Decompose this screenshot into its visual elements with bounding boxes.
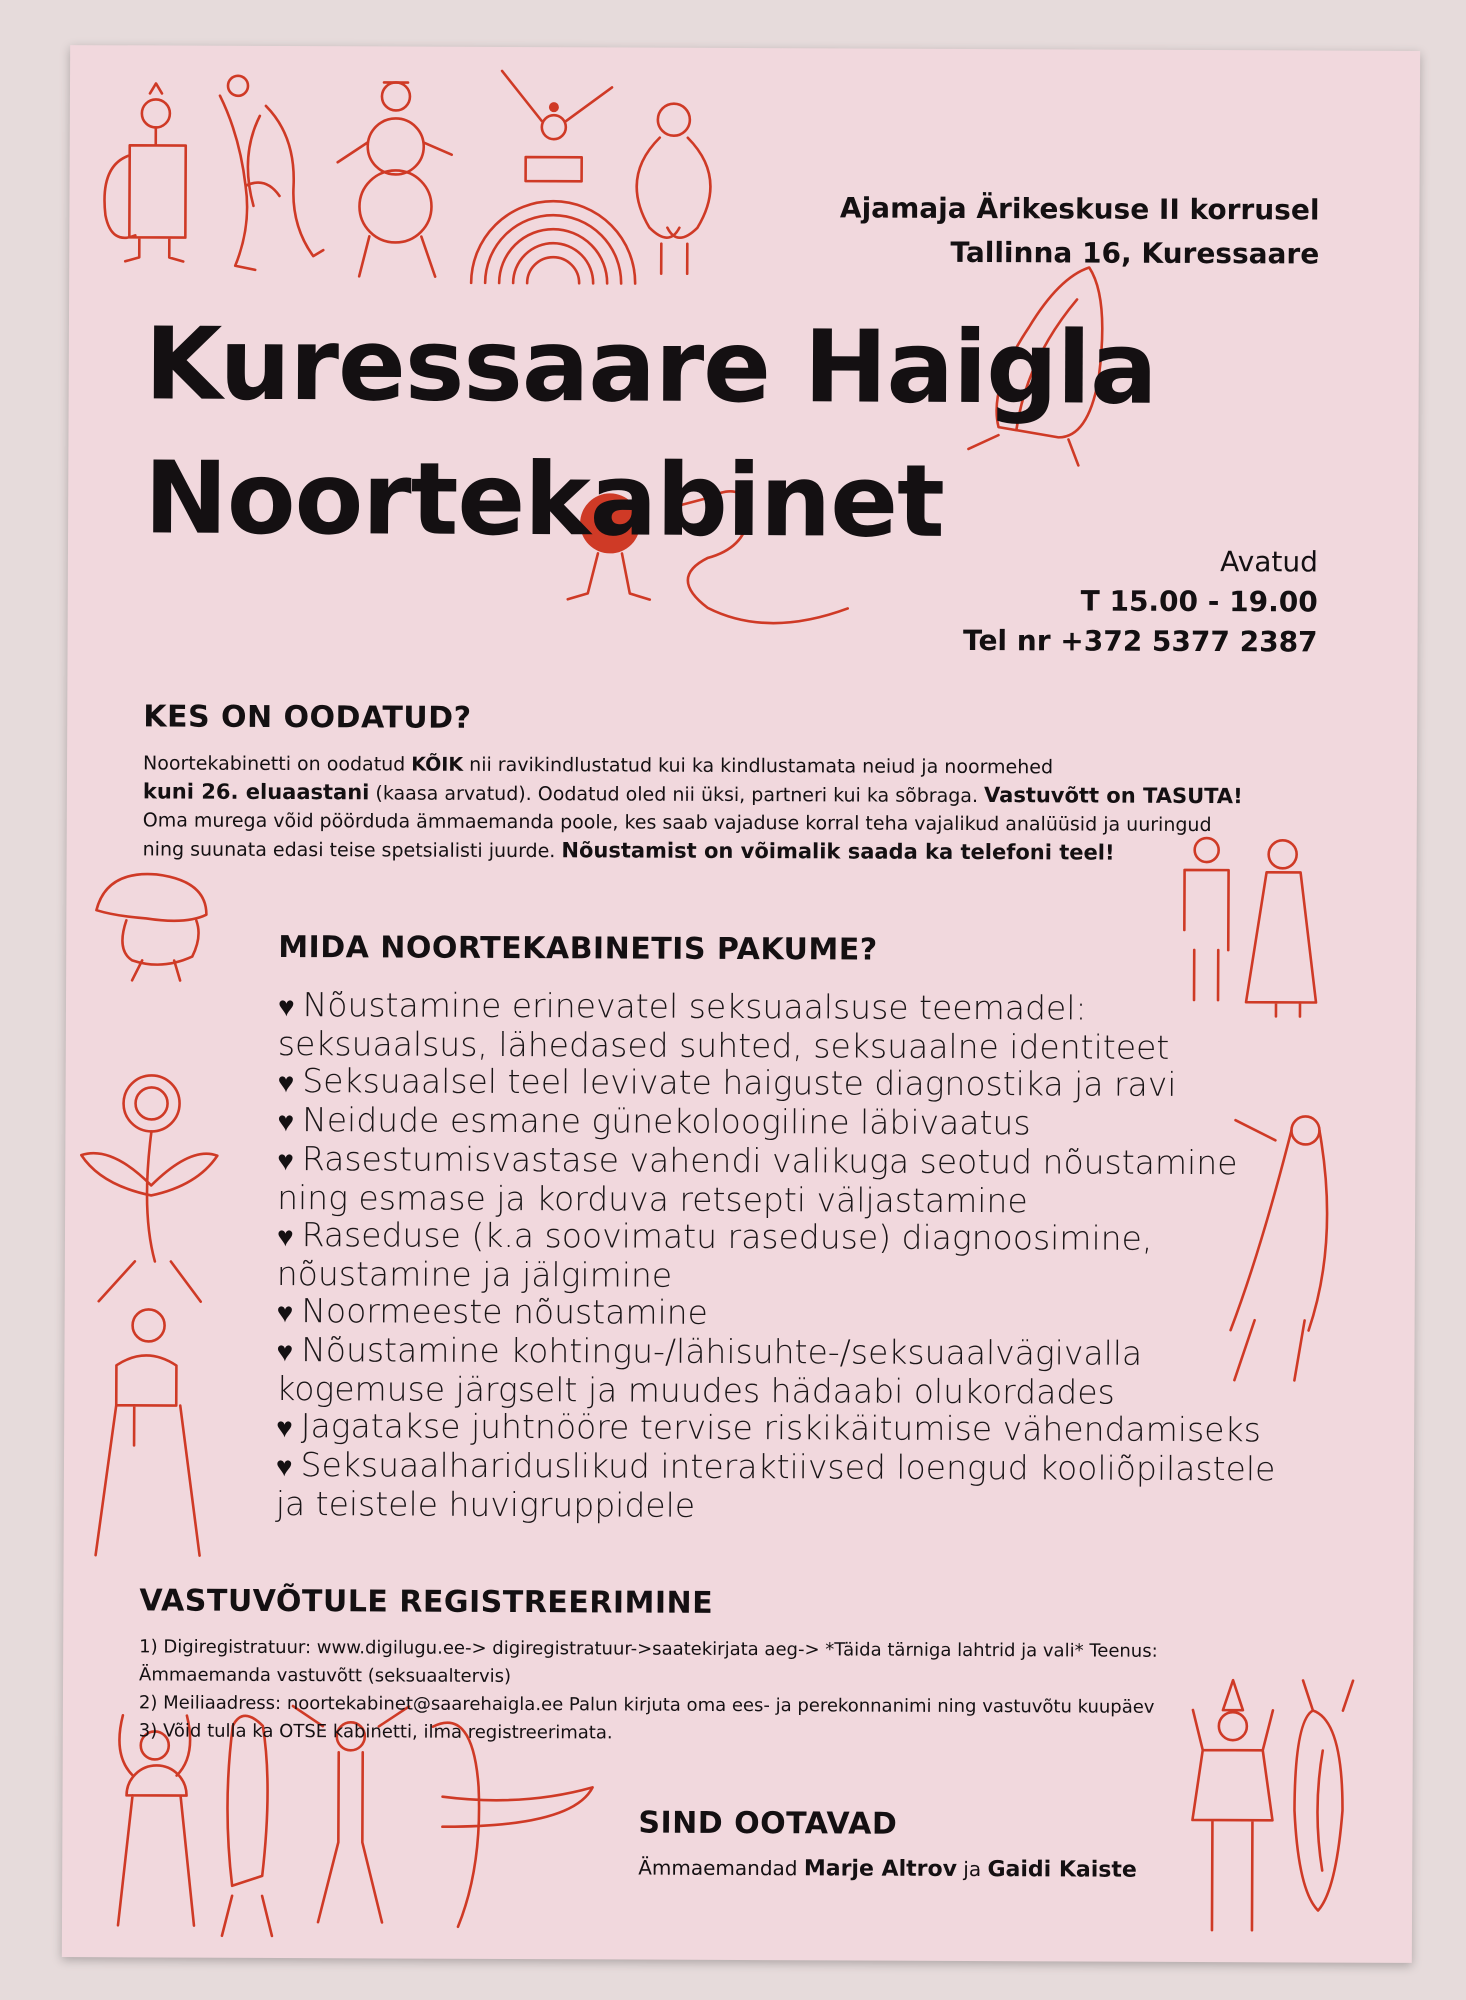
illustration-flower-figure bbox=[74, 1055, 226, 1576]
heart-icon: ♥ bbox=[276, 1295, 294, 1330]
staff-heading: SIND OOTAVAD bbox=[638, 1805, 898, 1842]
list-item bbox=[276, 1370, 1376, 1412]
heart-icon: ♥ bbox=[275, 1449, 293, 1484]
illustration-mushroom bbox=[86, 860, 217, 991]
list-item-text: Jagatakse juhtnööre tervise riskikäitumise vähendamiseks bbox=[300, 1406, 1261, 1450]
list-item-text: nõustamine ja jälgimine bbox=[276, 1253, 673, 1295]
welcome-text bbox=[143, 749, 1333, 868]
list-item bbox=[277, 1255, 1377, 1297]
registration-step-1: 1) Digiregistratuur: www.digilugu.ee-> digiregistratuur->saatekirjata aeg-> *Täida tärniga lahtrid ja vali* Teenus: bbox=[139, 1636, 1158, 1662]
hours-label: Avatud bbox=[1220, 545, 1319, 579]
list-item bbox=[277, 1292, 1377, 1336]
list-item-text: Neidude esmane günekoloogiline läbivaatus bbox=[302, 1100, 1031, 1143]
list-item-text: Seksuaalhariduslikud interaktiivsed loengud kooliõpilastele bbox=[300, 1445, 1276, 1489]
address-line-1: Ajamaja Ärikeskuse II korrusel bbox=[839, 191, 1320, 227]
list-item bbox=[277, 1140, 1377, 1184]
list-item bbox=[276, 1407, 1376, 1451]
heart-icon: ♥ bbox=[276, 1219, 294, 1254]
opening-hours bbox=[963, 541, 1318, 663]
list-item-text: Noormeeste nõustamine bbox=[301, 1291, 709, 1332]
staff-joiner: ja bbox=[963, 1856, 982, 1882]
welcome-line-1-c: nii ravikindlustatud kui ka kindlustamata neiud ja noormehed bbox=[463, 753, 1054, 779]
welcome-line-4 bbox=[143, 834, 1333, 868]
offers-list bbox=[276, 986, 1378, 1527]
heart-icon: ♥ bbox=[276, 1334, 294, 1369]
title-line-2: Noortekabinet bbox=[143, 439, 945, 560]
list-item-text: Raseduse (k.a soovimatu raseduse) diagnoosimine, bbox=[301, 1215, 1153, 1258]
staff-name-1: Marje Altrov bbox=[803, 1856, 958, 1882]
heart-icon: ♥ bbox=[276, 1410, 293, 1445]
list-item bbox=[276, 1485, 1376, 1527]
heart-icon: ♥ bbox=[277, 1104, 295, 1139]
welcome-line-3: Oma murega võid pöörduda ämmaemanda poole, kes saab vajaduse korral teha vajalikud analüüsid ja uuringud bbox=[142, 809, 1212, 837]
registration-step-3: 3) Võid tulla ka OTSE kabinetti, ilma registreerimata. bbox=[138, 1720, 613, 1744]
list-item bbox=[278, 1062, 1378, 1106]
welcome-line-1-b: KÕIK bbox=[411, 753, 464, 776]
poster bbox=[62, 45, 1420, 1963]
list-item bbox=[276, 1446, 1376, 1490]
page-title bbox=[144, 297, 1157, 569]
list-item bbox=[277, 1179, 1377, 1221]
illustration-top-figures bbox=[69, 45, 770, 308]
heart-icon: ♥ bbox=[277, 1065, 295, 1100]
list-item-text: kogemuse järgselt ja muudes hädaabi olukordades bbox=[276, 1368, 1115, 1412]
welcome-line-4-a: ning suunata edasi teise spetsialisti juurde. bbox=[142, 838, 562, 863]
staff-role: Ämmaemandad bbox=[638, 1855, 798, 1881]
staff-names bbox=[638, 1856, 1137, 1883]
heart-icon: ♥ bbox=[277, 989, 295, 1024]
heart-icon: ♥ bbox=[277, 1143, 295, 1178]
registration-step-1-cont: Ämmaemanda vastuvõtt (seksuaaltervis) bbox=[139, 1664, 512, 1688]
welcome-line-2-a: kuni 26. eluaastani bbox=[142, 779, 370, 805]
list-item-text: Nõustamine erinevatel seksuaalsuse teemadel: bbox=[302, 985, 1087, 1028]
list-item-text: seksuaalsus, lähedased suhted, seksuaalne identiteet bbox=[277, 1023, 1170, 1067]
list-item bbox=[276, 1331, 1376, 1375]
list-item-text: Nõustamine kohtingu-/lähisuhte-/seksuaalvägivalla bbox=[301, 1330, 1143, 1373]
hours-time: T 15.00 - 19.00 bbox=[1080, 584, 1318, 619]
welcome-line-4-b: Nõustamist on võimalik saada ka telefoni teel! bbox=[561, 838, 1115, 865]
offers-heading: MIDA NOORTEKABINETIS PAKUME? bbox=[278, 929, 878, 968]
staff-name-2: Gaidi Kaiste bbox=[987, 1857, 1137, 1883]
list-item bbox=[278, 1025, 1378, 1067]
registration-steps bbox=[139, 1633, 1359, 1750]
address-line-2: Tallinna 16, Kuressaare bbox=[950, 235, 1320, 271]
registration-heading: VASTUVÕTULE REGISTREERIMINE bbox=[139, 1583, 714, 1621]
phone-number: Tel nr +372 5377 2387 bbox=[963, 623, 1318, 659]
welcome-line-1-a: Noortekabinetti on oodatud bbox=[142, 752, 412, 776]
list-item-text: ning esmase ja korduva retsepti väljastamine bbox=[277, 1177, 1028, 1221]
address bbox=[840, 186, 1320, 276]
welcome-line-2-c: Vastuvõtt on TASUTA! bbox=[984, 783, 1243, 809]
list-item bbox=[277, 1101, 1377, 1145]
list-item-text: Seksuaalsel teel levivate haiguste diagnostika ja ravi bbox=[302, 1061, 1177, 1104]
list-item bbox=[277, 1216, 1377, 1260]
list-item-text: ja teistele huvigruppidele bbox=[275, 1483, 696, 1525]
welcome-heading: KES ON OODATUD? bbox=[143, 699, 472, 736]
registration-step-2: 2) Meiliaadress: noortekabinet@saarehaigla.ee Palun kirjuta oma ees- ja perekonnanimi ning vastuvõtu kuupäev bbox=[138, 1692, 1155, 1718]
welcome-line-2-b: (kaasa arvatud). Oodatud oled nii üksi, partneri kui ka sõbraga. bbox=[369, 782, 985, 808]
list-item bbox=[278, 986, 1378, 1030]
title-line-1: Kuressaare Haigla bbox=[144, 305, 1157, 427]
list-item-text: Rasestumisvastase vahendi valikuga seotud nõustamine bbox=[301, 1139, 1238, 1183]
